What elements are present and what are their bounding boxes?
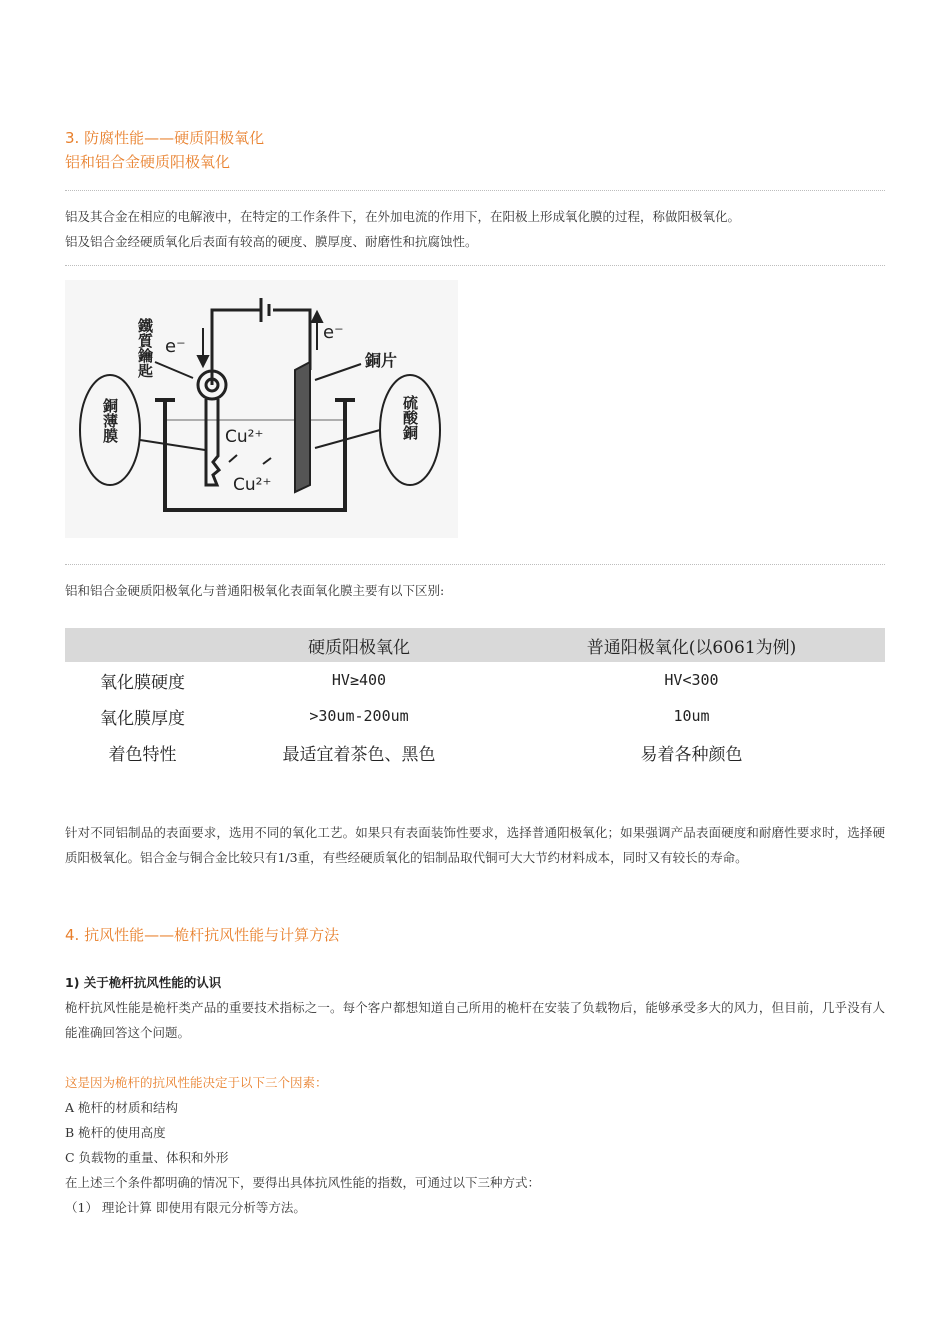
- methods-intro: 在上述三个条件都明确的情况下，要得出具体抗风性能的指数，可通过以下三种方式：: [65, 1175, 541, 1190]
- compare-intro: 铝和铝合金硬质阳极氧化与普通阳极氧化表面氧化膜主要有以下区别:: [65, 583, 445, 598]
- conclusion-paragraph: 针对不同铝制品的表面要求，选用不同的氧化工艺。如果只有表面装饰性要求，选择普通阳极氧化；如果强调产品表面硬度和耐磨性要求时，选择硬质阳极氧化。铝合金与铜合金比较只有1/3重，有些经硬质氧化的铝制品取代铜可大大节约材料成本，同时又有较长的寿命。: [65, 825, 885, 865]
- table-cell: 氧化膜厚度: [100, 708, 185, 729]
- intro-paragraph-1: 铝及其合金在相应的电解液中，在特定的工作条件下，在外加电流的作用下，在阳极上形成氧化膜的过程，称做阳极氧化。: [65, 209, 741, 224]
- table-row: [65, 734, 885, 770]
- electron-label-right: e⁻: [323, 322, 344, 343]
- comparison-table: [65, 628, 885, 770]
- table-cell: 氧化膜硬度: [100, 672, 185, 693]
- method-item: （1） 理论计算 即使用有限元分析等方法。: [65, 1200, 306, 1215]
- table-header-cell: [65, 628, 220, 662]
- table-cell: 着色特性: [108, 744, 177, 765]
- list-item: A 桅杆的材质和结构: [65, 1100, 179, 1115]
- section4-subheading: 1) 关于桅杆抗风性能的认识: [65, 975, 222, 990]
- ion-label-top: Cu²⁺: [225, 427, 264, 447]
- table-header-cell: 普通阳极氧化(以6061为例): [498, 628, 885, 662]
- table-header-cell: 硬质阳极氧化: [220, 628, 498, 662]
- divider: [65, 564, 885, 565]
- table-cell: >30um-200um: [309, 707, 409, 725]
- divider: [65, 265, 885, 266]
- electron-label-left: e⁻: [165, 336, 186, 357]
- table-cell: 易着各种颜色: [640, 744, 743, 765]
- ion-label-bottom: Cu²⁺: [233, 475, 272, 495]
- divider: [65, 190, 885, 191]
- copper-film-label: 銅薄膜: [101, 398, 119, 443]
- list-item: C 负载物的重量、体积和外形: [65, 1150, 229, 1165]
- factors-intro: 这是因为桅杆的抗风性能决定于以下三个因素：: [65, 1075, 328, 1090]
- copper-sulfate-label: 硫酸銅: [401, 395, 419, 440]
- table-header-row: [65, 628, 885, 662]
- section3-title: 3. 防腐性能——硬质阳极氧化: [65, 129, 265, 147]
- electroplating-diagram: [65, 280, 458, 538]
- table-cell: 最适宜着茶色、黑色: [282, 744, 436, 765]
- table-row: [65, 662, 885, 698]
- table-cell: 10um: [673, 707, 710, 725]
- list-item: B 桅杆的使用高度: [65, 1125, 166, 1140]
- table-cell: HV≥400: [331, 671, 387, 689]
- section4-title: 4. 抗风性能——桅杆抗风性能与计算方法: [65, 926, 340, 944]
- table-cell: HV<300: [664, 671, 719, 689]
- section3-subtitle: 铝和铝合金硬质阳极氧化: [65, 153, 231, 171]
- key-label: 鐵質鑰匙: [136, 318, 154, 378]
- section4-paragraph: 桅杆抗风性能是桅杆类产品的重要技术指标之一。每个客户都想知道自己所用的桅杆在安装了负载物后，能够承受多大的风力，但目前，几乎没有人能准确回答这个问题。: [65, 1000, 885, 1040]
- table-row: [65, 698, 885, 734]
- copper-sheet-label: 銅片: [365, 351, 398, 370]
- intro-paragraph-2: 铝及铝合金经硬质氧化后表面有较高的硬度、膜厚度、耐磨性和抗腐蚀性。: [65, 234, 478, 249]
